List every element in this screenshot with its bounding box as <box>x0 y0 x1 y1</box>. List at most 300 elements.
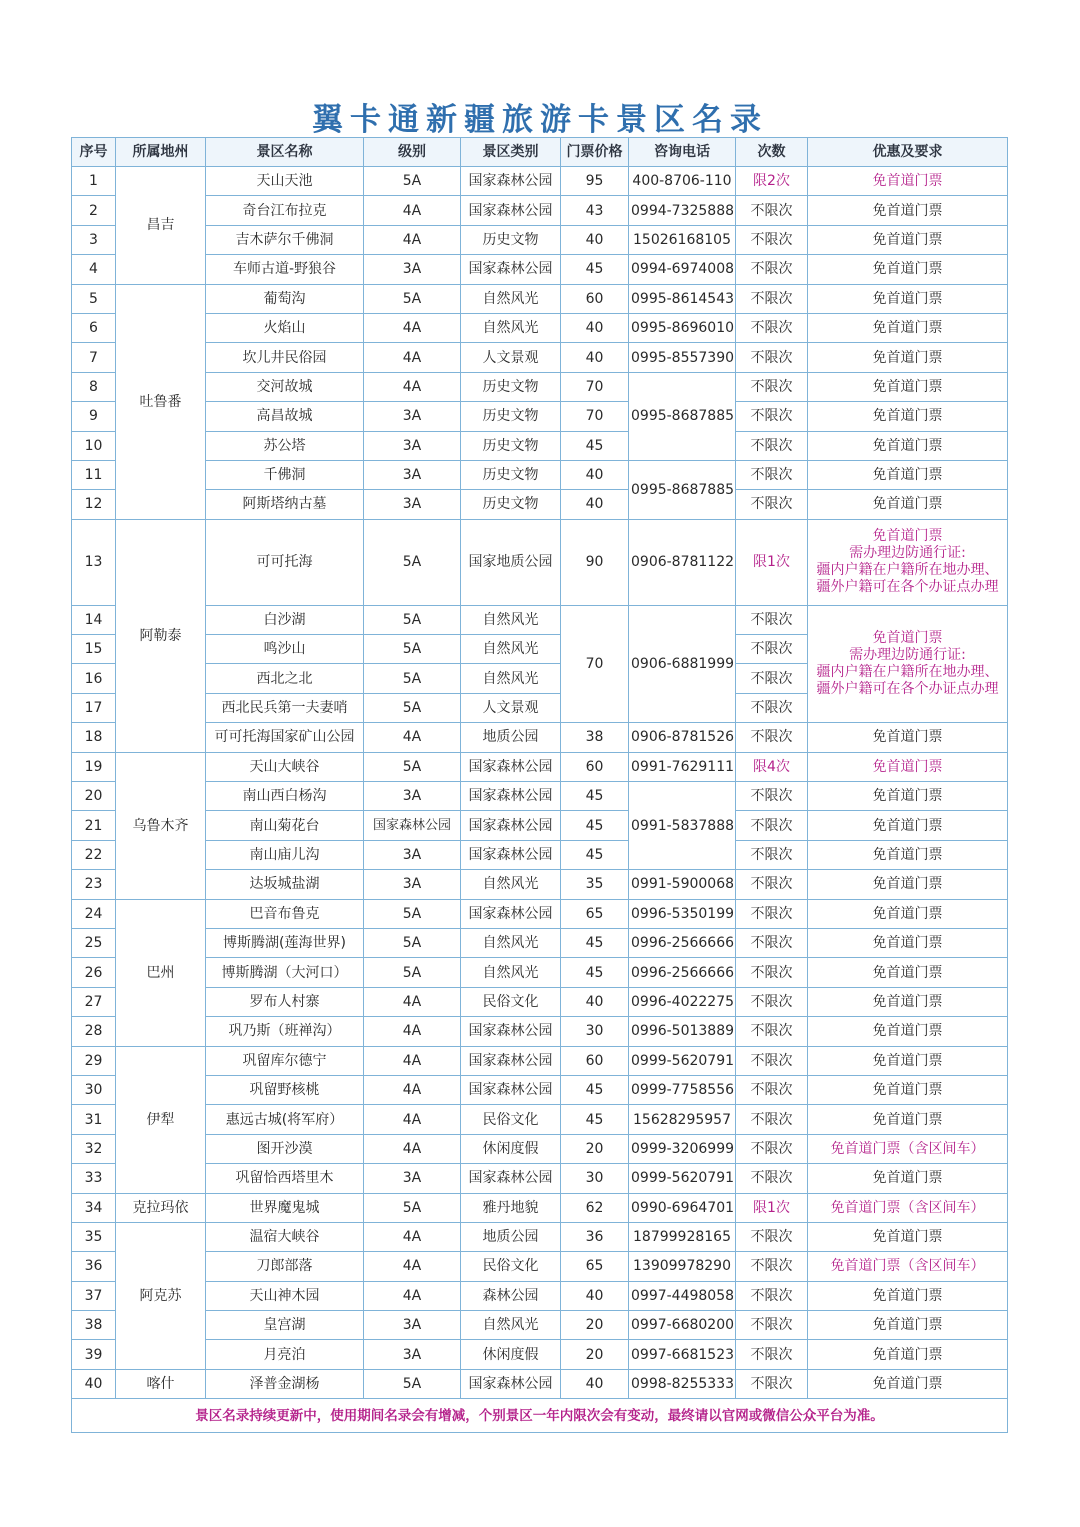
cell-times: 不限次 <box>736 196 808 225</box>
cell-level: 4A <box>364 1222 461 1251</box>
cell-level: 3A <box>364 490 461 519</box>
cell-times: 不限次 <box>736 225 808 254</box>
cell-region: 喀什 <box>116 1369 206 1398</box>
cell-no: 36 <box>72 1252 116 1281</box>
cell-price: 38 <box>561 723 629 752</box>
table-row <box>72 167 1008 196</box>
cell-name: 达坂城盐湖 <box>206 870 364 899</box>
cell-name: 温宿大峡谷 <box>206 1222 364 1251</box>
cell-phone: 400-8706-110 <box>629 167 736 196</box>
cell-no: 2 <box>72 196 116 225</box>
cell-price: 45 <box>561 840 629 869</box>
cell-times: 不限次 <box>736 402 808 431</box>
cell-phone: 0994-7325888 <box>629 196 736 225</box>
table-row <box>72 1311 1008 1340</box>
cell-price: 70 <box>561 372 629 401</box>
cell-no: 6 <box>72 313 116 342</box>
cell-level: 4A <box>364 372 461 401</box>
cell-no: 37 <box>72 1281 116 1310</box>
cell-no: 38 <box>72 1311 116 1340</box>
footer-note: 景区名录持续更新中，使用期间名录会有增减，个别景区一年内限次会有变动，最终请以官网或微信公众平台为准。 <box>72 1399 1008 1433</box>
cell-name: 泽普金湖杨 <box>206 1369 364 1398</box>
cell-price: 60 <box>561 1046 629 1075</box>
cell-level: 3A <box>364 1164 461 1193</box>
cell-benefit: 免首道门票 <box>808 225 1008 254</box>
cell-name: 南山菊花台 <box>206 811 364 840</box>
cell-level: 5A <box>364 958 461 987</box>
cell-no: 30 <box>72 1075 116 1104</box>
cell-phone: 0995-8614543 <box>629 284 736 313</box>
cell-category: 国家森林公园 <box>461 1046 561 1075</box>
cell-category: 自然风光 <box>461 284 561 313</box>
cell-no: 3 <box>72 225 116 254</box>
cell-phone: 0999-3206999 <box>629 1134 736 1163</box>
cell-name: 博斯腾湖(莲海世界) <box>206 928 364 957</box>
table-row <box>72 225 1008 254</box>
cell-no: 31 <box>72 1105 116 1134</box>
cell-name: 白沙湖 <box>206 605 364 634</box>
cell-name: 巩留恰西塔里木 <box>206 1164 364 1193</box>
table-row <box>72 431 1008 460</box>
table-row <box>72 1252 1008 1281</box>
table-row <box>72 1134 1008 1163</box>
cell-level: 国家森林公园 <box>364 811 461 840</box>
cell-phone: 0906-8781122 <box>629 519 736 605</box>
cell-price: 45 <box>561 958 629 987</box>
cell-region: 阿克苏 <box>116 1222 206 1369</box>
cell-name: 西北民兵第一夫妻哨 <box>206 693 364 722</box>
cell-times: 不限次 <box>736 987 808 1016</box>
cell-no: 1 <box>72 167 116 196</box>
cell-category: 休闲度假 <box>461 1134 561 1163</box>
cell-benefit: 免首道门票 <box>808 343 1008 372</box>
cell-times: 不限次 <box>736 372 808 401</box>
cell-no: 29 <box>72 1046 116 1075</box>
cell-no: 13 <box>72 519 116 605</box>
cell-price: 36 <box>561 1222 629 1251</box>
cell-no: 28 <box>72 1017 116 1046</box>
cell-times: 不限次 <box>736 840 808 869</box>
cell-name: 西北之北 <box>206 664 364 693</box>
cell-category: 国家森林公园 <box>461 1369 561 1398</box>
cell-phone: 0999-5620791 <box>629 1046 736 1075</box>
cell-category: 民俗文化 <box>461 1252 561 1281</box>
cell-level: 3A <box>364 431 461 460</box>
cell-benefit: 免首道门票 <box>808 1340 1008 1369</box>
column-header: 所属地州 <box>116 138 206 167</box>
table-row <box>72 313 1008 342</box>
cell-name: 南山庙儿沟 <box>206 840 364 869</box>
cell-no: 21 <box>72 811 116 840</box>
table-row <box>72 402 1008 431</box>
cell-benefit: 免首道门票 <box>808 723 1008 752</box>
cell-category: 民俗文化 <box>461 987 561 1016</box>
cell-no: 15 <box>72 635 116 664</box>
cell-benefit: 免首道门票 <box>808 402 1008 431</box>
column-header: 咨询电话 <box>629 138 736 167</box>
cell-region: 巴州 <box>116 899 206 1046</box>
cell-region: 吐鲁番 <box>116 284 206 519</box>
cell-no: 17 <box>72 693 116 722</box>
cell-name: 吉木萨尔千佛洞 <box>206 225 364 254</box>
cell-name: 可可托海 <box>206 519 364 605</box>
cell-name: 交河故城 <box>206 372 364 401</box>
cell-benefit: 免首道门票 <box>808 1369 1008 1398</box>
table-row <box>72 460 1008 489</box>
cell-benefit: 免首道门票 <box>808 928 1008 957</box>
cell-phone: 13909978290 <box>629 1252 736 1281</box>
cell-level: 3A <box>364 402 461 431</box>
cell-times: 不限次 <box>736 1046 808 1075</box>
cell-level: 4A <box>364 1105 461 1134</box>
column-header: 优惠及要求 <box>808 138 1008 167</box>
cell-benefit: 免首道门票 <box>808 167 1008 196</box>
cell-name: 阿斯塔纳古墓 <box>206 490 364 519</box>
cell-times: 不限次 <box>736 1340 808 1369</box>
table-row <box>72 1281 1008 1310</box>
cell-name: 火焰山 <box>206 313 364 342</box>
cell-no: 24 <box>72 899 116 928</box>
cell-price: 95 <box>561 167 629 196</box>
cell-times: 不限次 <box>736 1369 808 1398</box>
cell-times: 不限次 <box>736 343 808 372</box>
cell-category: 国家森林公园 <box>461 840 561 869</box>
cell-price: 70 <box>561 402 629 431</box>
cell-name: 刀郎部落 <box>206 1252 364 1281</box>
cell-no: 19 <box>72 752 116 781</box>
cell-price: 60 <box>561 752 629 781</box>
cell-no: 33 <box>72 1164 116 1193</box>
cell-times: 不限次 <box>736 723 808 752</box>
cell-level: 3A <box>364 1311 461 1340</box>
cell-times: 不限次 <box>736 313 808 342</box>
table-row <box>72 1017 1008 1046</box>
cell-name: 皇宫湖 <box>206 1311 364 1340</box>
cell-no: 40 <box>72 1369 116 1398</box>
cell-name: 巩留库尔德宁 <box>206 1046 364 1075</box>
cell-category: 自然风光 <box>461 1311 561 1340</box>
cell-category: 国家地质公园 <box>461 519 561 605</box>
cell-benefit: 免首道门票 <box>808 1281 1008 1310</box>
table-row <box>72 958 1008 987</box>
table-row <box>72 343 1008 372</box>
cell-category: 人文景观 <box>461 343 561 372</box>
table-row <box>72 284 1008 313</box>
table-row <box>72 840 1008 869</box>
cell-benefit: 免首道门票（含区间车） <box>808 1193 1008 1222</box>
cell-phone: 0991-5900068 <box>629 870 736 899</box>
cell-category: 历史文物 <box>461 431 561 460</box>
cell-benefit: 免首道门票 <box>808 958 1008 987</box>
cell-phone: 0996-2566666 <box>629 928 736 957</box>
cell-phone: 0995-8687885 <box>629 372 736 460</box>
cell-benefit: 免首道门票 <box>808 1017 1008 1046</box>
cell-times: 不限次 <box>736 1105 808 1134</box>
cell-category: 国家森林公园 <box>461 752 561 781</box>
cell-no: 7 <box>72 343 116 372</box>
cell-price: 45 <box>561 431 629 460</box>
cell-times: 不限次 <box>736 693 808 722</box>
cell-name: 惠远古城(将军府） <box>206 1105 364 1134</box>
cell-price: 65 <box>561 899 629 928</box>
table-row <box>72 1193 1008 1222</box>
cell-level: 4A <box>364 1281 461 1310</box>
cell-phone: 15026168105 <box>629 225 736 254</box>
cell-name: 世界魔鬼城 <box>206 1193 364 1222</box>
cell-category: 国家森林公园 <box>461 782 561 811</box>
cell-benefit: 免首道门票 <box>808 782 1008 811</box>
cell-no: 10 <box>72 431 116 460</box>
table-row <box>72 928 1008 957</box>
cell-level: 4A <box>364 1134 461 1163</box>
cell-benefit: 免首道门票 <box>808 490 1008 519</box>
cell-name: 苏公塔 <box>206 431 364 460</box>
cell-benefit: 免首道门票 <box>808 255 1008 284</box>
cell-level: 5A <box>364 752 461 781</box>
cell-times: 不限次 <box>736 928 808 957</box>
cell-phone: 0998-8255333 <box>629 1369 736 1398</box>
cell-times: 不限次 <box>736 870 808 899</box>
cell-times: 不限次 <box>736 255 808 284</box>
cell-times: 限1次 <box>736 1193 808 1222</box>
cell-level: 5A <box>364 1193 461 1222</box>
cell-phone: 0999-7758556 <box>629 1075 736 1104</box>
cell-level: 5A <box>364 167 461 196</box>
cell-phone: 0906-8781526 <box>629 723 736 752</box>
cell-name: 葡萄沟 <box>206 284 364 313</box>
cell-phone: 0996-5350199 <box>629 899 736 928</box>
cell-times: 不限次 <box>736 1164 808 1193</box>
cell-name: 奇台江布拉克 <box>206 196 364 225</box>
cell-no: 16 <box>72 664 116 693</box>
cell-benefit: 免首道门票 需办理边防通行证: 疆内户籍在户籍所在地办理、 疆外户籍可在各个办证点办理 <box>808 519 1008 605</box>
cell-price: 40 <box>561 490 629 519</box>
cell-times: 不限次 <box>736 899 808 928</box>
cell-region: 克拉玛依 <box>116 1193 206 1222</box>
cell-category: 国家森林公园 <box>461 255 561 284</box>
cell-category: 历史文物 <box>461 225 561 254</box>
cell-price: 45 <box>561 1105 629 1134</box>
cell-category: 自然风光 <box>461 605 561 634</box>
cell-benefit: 免首道门票 <box>808 1311 1008 1340</box>
cell-level: 5A <box>364 1369 461 1398</box>
cell-times: 不限次 <box>736 1017 808 1046</box>
table-row <box>72 490 1008 519</box>
cell-times: 不限次 <box>736 635 808 664</box>
cell-no: 26 <box>72 958 116 987</box>
cell-price: 45 <box>561 811 629 840</box>
table-row <box>72 1046 1008 1075</box>
table-row <box>72 899 1008 928</box>
cell-name: 罗布人村寨 <box>206 987 364 1016</box>
cell-no: 27 <box>72 987 116 1016</box>
table-row <box>72 752 1008 781</box>
table-row <box>72 255 1008 284</box>
table-row <box>72 605 1008 634</box>
cell-name: 坎儿井民俗园 <box>206 343 364 372</box>
cell-level: 3A <box>364 460 461 489</box>
table-row <box>72 1369 1008 1398</box>
cell-benefit: 免首道门票 需办理边防通行证: 疆内户籍在户籍所在地办理、 疆外户籍可在各个办证点办理 <box>808 605 1008 723</box>
cell-no: 4 <box>72 255 116 284</box>
cell-price: 40 <box>561 313 629 342</box>
cell-price: 40 <box>561 1281 629 1310</box>
cell-level: 3A <box>364 1340 461 1369</box>
cell-name: 巩乃斯（班禅沟） <box>206 1017 364 1046</box>
cell-level: 4A <box>364 225 461 254</box>
cell-phone: 0997-6681523 <box>629 1340 736 1369</box>
cell-no: 23 <box>72 870 116 899</box>
cell-name: 图开沙漠 <box>206 1134 364 1163</box>
cell-no: 34 <box>72 1193 116 1222</box>
cell-level: 5A <box>364 635 461 664</box>
table-row <box>72 372 1008 401</box>
column-header: 景区类别 <box>461 138 561 167</box>
cell-benefit: 免首道门票 <box>808 431 1008 460</box>
cell-category: 历史文物 <box>461 402 561 431</box>
cell-level: 4A <box>364 313 461 342</box>
table-row <box>72 1164 1008 1193</box>
cell-level: 5A <box>364 899 461 928</box>
cell-benefit: 免首道门票 <box>808 752 1008 781</box>
cell-benefit: 免首道门票 <box>808 284 1008 313</box>
cell-category: 国家森林公园 <box>461 196 561 225</box>
cell-level: 3A <box>364 870 461 899</box>
cell-price: 40 <box>561 343 629 372</box>
cell-times: 不限次 <box>736 1252 808 1281</box>
cell-region: 昌吉 <box>116 167 206 285</box>
cell-phone: 0995-8687885 <box>629 460 736 519</box>
cell-no: 12 <box>72 490 116 519</box>
cell-benefit: 免首道门票 <box>808 811 1008 840</box>
cell-phone: 0996-5013889 <box>629 1017 736 1046</box>
cell-category: 休闲度假 <box>461 1340 561 1369</box>
cell-benefit: 免首道门票 <box>808 313 1008 342</box>
cell-level: 4A <box>364 1017 461 1046</box>
cell-price: 20 <box>561 1134 629 1163</box>
table-row <box>72 1340 1008 1369</box>
cell-times: 不限次 <box>736 782 808 811</box>
cell-phone: 0991-7629111 <box>629 752 736 781</box>
cell-benefit: 免首道门票 <box>808 1164 1008 1193</box>
cell-level: 4A <box>364 1075 461 1104</box>
cell-no: 18 <box>72 723 116 752</box>
cell-price: 40 <box>561 1369 629 1398</box>
cell-times: 限2次 <box>736 167 808 196</box>
cell-phone: 0999-5620791 <box>629 1164 736 1193</box>
cell-category: 民俗文化 <box>461 1105 561 1134</box>
cell-region: 伊犁 <box>116 1046 206 1193</box>
cell-name: 天山天池 <box>206 167 364 196</box>
cell-benefit: 免首道门票 <box>808 372 1008 401</box>
cell-no: 32 <box>72 1134 116 1163</box>
column-header: 次数 <box>736 138 808 167</box>
table-row <box>72 723 1008 752</box>
cell-level: 5A <box>364 284 461 313</box>
cell-name: 月亮泊 <box>206 1340 364 1369</box>
cell-level: 4A <box>364 343 461 372</box>
cell-category: 自然风光 <box>461 635 561 664</box>
cell-benefit: 免首道门票 <box>808 1222 1008 1251</box>
cell-name: 天山神木园 <box>206 1281 364 1310</box>
cell-benefit: 免首道门票 <box>808 1046 1008 1075</box>
cell-level: 5A <box>364 664 461 693</box>
cell-level: 5A <box>364 928 461 957</box>
cell-level: 4A <box>364 987 461 1016</box>
table-row <box>72 1075 1008 1104</box>
cell-no: 14 <box>72 605 116 634</box>
cell-level: 3A <box>364 840 461 869</box>
cell-price: 35 <box>561 870 629 899</box>
cell-no: 8 <box>72 372 116 401</box>
cell-times: 不限次 <box>736 605 808 634</box>
cell-no: 20 <box>72 782 116 811</box>
cell-phone: 0995-8557390 <box>629 343 736 372</box>
cell-benefit: 免首道门票 <box>808 1105 1008 1134</box>
cell-category: 森林公园 <box>461 1281 561 1310</box>
column-header: 级别 <box>364 138 461 167</box>
table-row <box>72 870 1008 899</box>
cell-benefit: 免首道门票 <box>808 840 1008 869</box>
cell-no: 5 <box>72 284 116 313</box>
cell-price: 30 <box>561 1017 629 1046</box>
cell-no: 22 <box>72 840 116 869</box>
cell-name: 博斯腾湖（大河口） <box>206 958 364 987</box>
cell-benefit: 免首道门票（含区间车） <box>808 1252 1008 1281</box>
cell-price: 45 <box>561 928 629 957</box>
cell-no: 39 <box>72 1340 116 1369</box>
cell-category: 自然风光 <box>461 958 561 987</box>
cell-name: 车师古道-野狼谷 <box>206 255 364 284</box>
cell-price: 40 <box>561 225 629 254</box>
table-row <box>72 1222 1008 1251</box>
cell-benefit: 免首道门票 <box>808 870 1008 899</box>
cell-phone: 0997-6680200 <box>629 1311 736 1340</box>
cell-category: 国家森林公园 <box>461 1075 561 1104</box>
cell-times: 不限次 <box>736 1134 808 1163</box>
table-row <box>72 1105 1008 1134</box>
table-row <box>72 519 1008 605</box>
cell-name: 鸣沙山 <box>206 635 364 664</box>
cell-benefit: 免首道门票 <box>808 899 1008 928</box>
cell-phone: 18799928165 <box>629 1222 736 1251</box>
cell-category: 地质公园 <box>461 723 561 752</box>
cell-price: 90 <box>561 519 629 605</box>
cell-no: 25 <box>72 928 116 957</box>
cell-no: 11 <box>72 460 116 489</box>
cell-price: 70 <box>561 605 629 723</box>
cell-category: 地质公园 <box>461 1222 561 1251</box>
cell-category: 国家森林公园 <box>461 1164 561 1193</box>
scenic-spot-table <box>71 137 1008 1433</box>
cell-times: 不限次 <box>736 1075 808 1104</box>
cell-times: 不限次 <box>736 490 808 519</box>
cell-benefit: 免首道门票 <box>808 987 1008 1016</box>
cell-category: 国家森林公园 <box>461 167 561 196</box>
cell-phone: 0994-6974008 <box>629 255 736 284</box>
cell-phone: 0990-6964701 <box>629 1193 736 1222</box>
cell-benefit: 免首道门票 <box>808 196 1008 225</box>
cell-times: 不限次 <box>736 811 808 840</box>
cell-times: 限1次 <box>736 519 808 605</box>
cell-category: 历史文物 <box>461 372 561 401</box>
cell-name: 可可托海国家矿山公园 <box>206 723 364 752</box>
cell-level: 3A <box>364 782 461 811</box>
cell-name: 高昌故城 <box>206 402 364 431</box>
cell-times: 不限次 <box>736 460 808 489</box>
table-row <box>72 782 1008 811</box>
table-row <box>72 196 1008 225</box>
